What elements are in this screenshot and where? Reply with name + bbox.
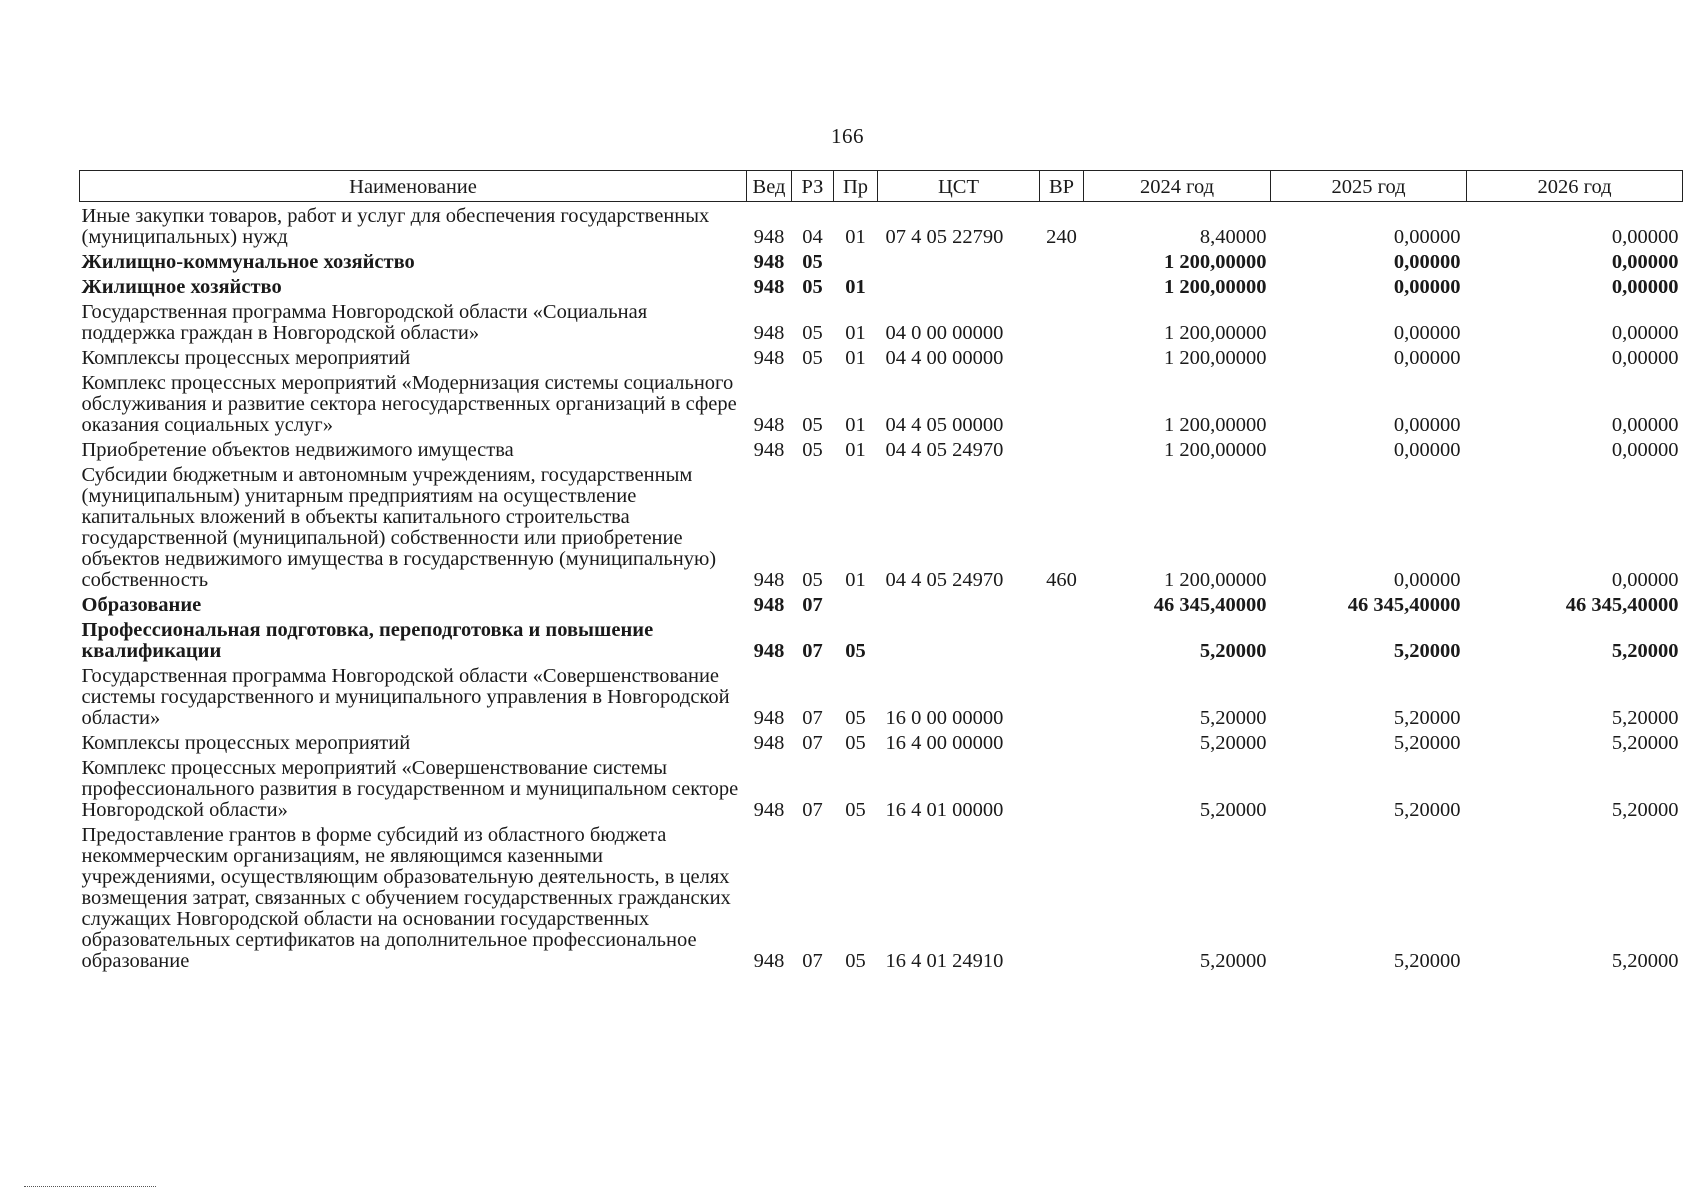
row-rz: 05 [802,251,823,273]
row-ved: 948 [753,799,785,821]
row-vr [1040,616,1084,662]
header-name: Наименование [80,171,747,202]
row-name: Государственная программа Новгородской области «Социальная поддержка граждан в Новгородской области» [81,301,648,344]
row-vr [1040,662,1084,729]
row-2025: 0,00000 [1393,251,1461,273]
row-ved: 948 [753,226,785,248]
row-vr [1040,754,1084,821]
header-2025: 2025 год [1271,171,1467,202]
row-name: Иные закупки товаров, работ и услуг для обеспечения государственных (муниципальных) нужд [81,205,710,248]
table-row [80,436,1683,461]
row-2026: 5,20000 [1611,799,1679,821]
header-2026: 2026 год [1467,171,1683,202]
header-ved: Вед [747,171,792,202]
row-rz: 05 [802,414,823,436]
table-row [80,369,1683,436]
row-cst: 04 4 05 24970 [885,439,1004,461]
row-2024: 1 200,00000 [1164,414,1267,436]
header-cst: ЦСТ [878,171,1040,202]
table-row [80,821,1683,972]
row-2024: 5,20000 [1199,732,1267,754]
table-row [80,344,1683,369]
row-ved: 948 [753,439,785,461]
header-rz: РЗ [792,171,834,202]
row-ved: 948 [753,569,785,591]
row-2024: 8,40000 [1199,226,1267,248]
row-name: Жилищное хозяйство [81,276,282,298]
row-2024: 1 200,00000 [1164,347,1267,369]
row-2026: 5,20000 [1611,950,1679,972]
row-ved: 948 [753,251,785,273]
row-cst [878,248,1040,273]
row-pr: 05 [845,707,866,729]
page-number: 166 [831,124,864,148]
row-2024: 1 200,00000 [1164,439,1267,461]
table-row [80,754,1683,821]
row-2025: 5,20000 [1393,799,1461,821]
table-row [80,298,1683,344]
row-pr: 05 [845,799,866,821]
row-2026: 0,00000 [1611,347,1679,369]
row-pr [834,248,878,273]
row-name: Комплексы процессных мероприятий [81,732,411,754]
row-name: Комплексы процессных мероприятий [81,347,411,369]
row-cst: 04 0 00 00000 [885,322,1004,344]
row-2024: 5,20000 [1199,799,1267,821]
row-ved: 948 [753,414,785,436]
row-2025: 0,00000 [1393,322,1461,344]
table-row [80,461,1683,591]
row-2024: 5,20000 [1199,950,1267,972]
table-row [80,273,1683,298]
table-header [80,171,1683,202]
row-rz: 05 [802,347,823,369]
row-vr [1040,436,1084,461]
row-2026: 0,00000 [1611,226,1679,248]
row-2025: 5,20000 [1393,950,1461,972]
row-vr [1040,821,1084,972]
table-row [80,202,1683,249]
row-cst: 04 4 05 00000 [885,414,1004,436]
row-2026: 0,00000 [1611,569,1679,591]
row-2024: 1 200,00000 [1164,251,1267,273]
row-name: Субсидии бюджетным и автономным учреждениям, государственным (муниципальным) унитарным предприятиям на осуществление капитальных вложений в объекты капитального строительства государственной (муниципальной) собственности или приобретение объектов недвижимого имущества в государственную (муниципальную) собственность [81,464,717,591]
row-2026: 0,00000 [1611,414,1679,436]
row-pr: 01 [845,347,866,369]
row-vr [1040,273,1084,298]
row-2026: 5,20000 [1611,732,1679,754]
row-2025: 0,00000 [1393,347,1461,369]
header-2024: 2024 год [1084,171,1271,202]
row-name: Комплекс процессных мероприятий «Совершенствование системы профессионального развития в государственном и муниципальном секторе Новгородской области» [81,757,739,821]
table-row [80,248,1683,273]
row-pr: 01 [845,322,866,344]
row-2026: 0,00000 [1611,439,1679,461]
row-2026: 0,00000 [1611,276,1679,298]
scan-edge-mark [24,1186,156,1187]
row-name: Государственная программа Новгородской области «Совершенствование системы государственного и муниципального управления в Новгородской области» [81,665,730,729]
row-2026: 46 345,40000 [1565,594,1679,616]
budget-table [79,170,1683,972]
row-name: Профессиональная подготовка, переподготовка и повышение квалификации [81,619,654,662]
row-name: Комплекс процессных мероприятий «Модернизация системы социального обслуживания и развитие сектора негосударственных организаций в сфере оказания социальных услуг» [81,372,737,436]
row-ved: 948 [753,707,785,729]
row-rz: 07 [802,950,823,972]
row-pr: 05 [845,732,866,754]
row-cst: 04 4 00 00000 [885,347,1004,369]
row-2026: 5,20000 [1611,640,1679,662]
row-2025: 5,20000 [1393,732,1461,754]
row-pr: 01 [845,226,866,248]
row-ved: 948 [753,594,785,616]
row-rz: 07 [802,799,823,821]
row-2025: 0,00000 [1393,439,1461,461]
row-cst: 07 4 05 22790 [885,226,1004,248]
row-2026: 5,20000 [1611,707,1679,729]
row-vr [1040,248,1084,273]
row-pr: 01 [845,276,866,298]
row-2024: 5,20000 [1199,707,1267,729]
row-pr: 05 [845,950,866,972]
row-vr: 460 [1046,569,1077,591]
row-vr [1040,344,1084,369]
row-2024: 1 200,00000 [1164,276,1267,298]
row-2025: 46 345,40000 [1347,594,1461,616]
row-2025: 5,20000 [1393,640,1461,662]
row-rz: 05 [802,569,823,591]
row-pr: 01 [845,439,866,461]
row-cst [878,591,1040,616]
row-cst [878,616,1040,662]
row-rz: 05 [802,276,823,298]
row-2024: 46 345,40000 [1153,594,1267,616]
row-rz: 07 [802,640,823,662]
row-2025: 0,00000 [1393,276,1461,298]
row-pr: 01 [845,414,866,436]
row-rz: 07 [802,594,823,616]
row-2025: 0,00000 [1393,569,1461,591]
row-rz: 07 [802,707,823,729]
row-pr: 05 [845,640,866,662]
row-vr [1040,591,1084,616]
row-name: Образование [81,594,202,616]
row-rz: 05 [802,322,823,344]
row-vr [1040,729,1084,754]
row-pr [834,591,878,616]
row-2025: 5,20000 [1393,707,1461,729]
row-rz: 07 [802,732,823,754]
row-name: Предоставление грантов в форме субсидий из областного бюджета некоммерческим организациям, не являющимся казенными учреждениями, осуществляющим образовательную деятельность, в целях возмещения затрат, связанных с обучением государственных гражданских служащих Новгородской области на основании государственных образовательных сертификатов на дополнительное профессиональное образование [81,824,731,972]
header-vr: ВР [1040,171,1084,202]
row-cst: 04 4 05 24970 [885,569,1004,591]
row-ved: 948 [753,732,785,754]
table-row [80,616,1683,662]
row-vr [1040,298,1084,344]
row-vr [1040,369,1084,436]
row-vr: 240 [1046,226,1077,248]
row-rz: 04 [802,226,823,248]
row-2024: 5,20000 [1199,640,1267,662]
row-2025: 0,00000 [1393,414,1461,436]
row-2026: 0,00000 [1611,251,1679,273]
row-2024: 1 200,00000 [1164,322,1267,344]
table-row [80,591,1683,616]
table-row [80,662,1683,729]
row-2024: 1 200,00000 [1164,569,1267,591]
table-row [80,729,1683,754]
row-ved: 948 [753,347,785,369]
row-pr: 01 [845,569,866,591]
row-cst: 16 4 01 00000 [885,799,1004,821]
row-name: Приобретение объектов недвижимого имущества [81,439,514,461]
row-ved: 948 [753,276,785,298]
row-name: Жилищно-коммунальное хозяйство [81,251,415,273]
row-cst [878,273,1040,298]
row-cst: 16 0 00 00000 [885,707,1004,729]
row-ved: 948 [753,322,785,344]
row-rz: 05 [802,439,823,461]
row-2026: 0,00000 [1611,322,1679,344]
header-pr: Пр [834,171,878,202]
row-2025: 0,00000 [1393,226,1461,248]
row-ved: 948 [753,640,785,662]
row-cst: 16 4 00 00000 [885,732,1004,754]
row-ved: 948 [753,950,785,972]
row-cst: 16 4 01 24910 [885,950,1004,972]
